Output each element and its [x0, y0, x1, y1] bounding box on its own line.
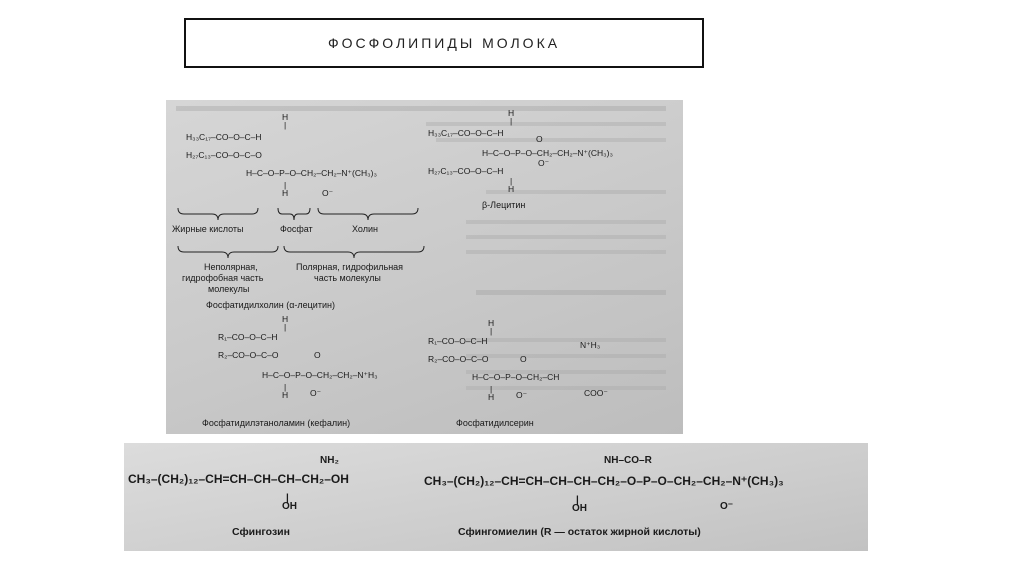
svg-text:O⁻: O⁻: [322, 188, 334, 198]
svg-text:H: H: [282, 188, 289, 198]
svg-text:H₃₃C₁₇–CO–O–C–H: H₃₃C₁₇–CO–O–C–H: [186, 132, 262, 142]
svg-text:OH: OH: [572, 503, 587, 514]
choline-label: Холин: [352, 224, 378, 234]
polar-label-line-2: часть молекулы: [314, 273, 381, 283]
group-labels: [172, 224, 403, 310]
polar-label-line-1: Полярная, гидрофильная: [296, 262, 404, 272]
phospholipids-structures-drawing: [166, 100, 683, 434]
svg-text:|: |: [286, 493, 289, 504]
svg-text:NH₂: NH₂: [320, 455, 339, 466]
svg-text:H₂₇C₁₃–CO–O–C–O: H₂₇C₁₃–CO–O–C–O: [186, 150, 262, 160]
svg-text:H: H: [282, 112, 289, 122]
alpha-lecithin-structure: [186, 112, 377, 198]
svg-text:O⁻: O⁻: [538, 158, 550, 168]
sphingosine-caption: Сфингозин: [232, 526, 290, 538]
svg-text:H–C–O–P–O–CH₂–CH: H–C–O–P–O–CH₂–CH: [472, 372, 560, 382]
svg-text:O⁻: O⁻: [720, 501, 734, 512]
svg-text:CH₃–(CH₂)₁₂–CH=CH–CH–CH–CH₂–OH: CH₃–(CH₂)₁₂–CH=CH–CH–CH–CH₂–OH: [128, 472, 349, 486]
svg-text:NH–CO–R: NH–CO–R: [604, 455, 652, 466]
phosphate-label: Фосфат: [280, 224, 313, 234]
beta-lecithin-caption: β-Лецитин: [482, 200, 526, 210]
svg-text:R₂–CO–O–C–O: R₂–CO–O–C–O: [428, 354, 489, 364]
svg-text:R₁–CO–O–C–H: R₁–CO–O–C–H: [218, 332, 278, 342]
svg-text:O⁻: O⁻: [516, 390, 528, 400]
svg-text:H–C–O–P–O–CH₂–CH₂–N⁺(CH₃)₃: H–C–O–P–O–CH₂–CH₂–N⁺(CH₃)₃: [246, 168, 377, 178]
phosphatidylserine-caption: Фосфатидилсерин: [456, 418, 534, 428]
svg-text:O⁻: O⁻: [310, 388, 322, 398]
sphingomyelin-caption: Сфингомиелин (R — остаток жирной кислоты): [458, 526, 701, 538]
svg-text:H: H: [508, 184, 515, 194]
svg-text:H–C–O–P–O–CH₂–CH₂–N⁺H₃: H–C–O–P–O–CH₂–CH₂–N⁺H₃: [262, 370, 378, 380]
nonpolar-label-line-1: Неполярная,: [204, 262, 258, 272]
nonpolar-label-line-3: молекулы: [208, 284, 250, 294]
svg-text:|: |: [284, 382, 287, 392]
alpha-lecithin-caption: Фосфатидилхолин (α-лецитин): [206, 300, 335, 310]
kephalin-caption: Фосфатидилэтаноламин (кефалин): [202, 418, 351, 428]
svg-text:|: |: [576, 495, 579, 506]
svg-text:|: |: [510, 116, 513, 126]
sphingomyelin-structure: [424, 455, 784, 514]
svg-text:O: O: [536, 134, 543, 144]
svg-text:|: |: [490, 326, 493, 336]
svg-text:|: |: [284, 120, 287, 130]
svg-text:H: H: [508, 108, 515, 118]
svg-text:|: |: [490, 384, 493, 394]
svg-text:N⁺H₃: N⁺H₃: [580, 340, 601, 350]
svg-text:|: |: [510, 176, 513, 186]
svg-text:H₃₃C₁₇–CO–O–C–H: H₃₃C₁₇–CO–O–C–H: [428, 128, 504, 138]
svg-text:CH₃–(CH₂)₁₂–CH=CH–CH–CH–CH₂–O–: CH₃–(CH₂)₁₂–CH=CH–CH–CH–CH₂–O–P–O–CH₂–CH₂–N⁺(CH₃)₃: [424, 474, 784, 488]
svg-text:O: O: [314, 350, 321, 360]
svg-text:OH: OH: [282, 501, 297, 512]
svg-text:O: O: [520, 354, 527, 364]
svg-text:R₂–CO–O–C–O: R₂–CO–O–C–O: [218, 350, 279, 360]
svg-text:H: H: [488, 318, 495, 328]
svg-text:COO⁻: COO⁻: [584, 388, 608, 398]
svg-text:H₂₇C₁₃–CO–O–C–H: H₂₇C₁₃–CO–O–C–H: [428, 166, 504, 176]
kephalin-structure: [218, 314, 378, 400]
svg-text:R₁–CO–O–C–H: R₁–CO–O–C–H: [428, 336, 488, 346]
sphingolipids-structures-figure: [124, 443, 868, 551]
svg-text:H–C–O–P–O–CH₂–CH₂–N⁺(CH₃)₃: H–C–O–P–O–CH₂–CH₂–N⁺(CH₃)₃: [482, 148, 613, 158]
svg-text:H: H: [282, 314, 289, 324]
svg-text:|: |: [284, 180, 287, 190]
slide-title: ФОСФОЛИПИДЫ МОЛОКА: [327, 35, 561, 51]
svg-text:H: H: [282, 390, 289, 400]
slide-title-box: [184, 18, 704, 68]
svg-text:H: H: [488, 392, 495, 402]
sphingosine-structure: [128, 455, 349, 512]
svg-text:|: |: [284, 322, 287, 332]
fatty-acids-label: Жирные кислоты: [172, 224, 244, 234]
phospholipids-structures-figure: [166, 100, 683, 434]
nonpolar-label-line-2: гидрофобная часть: [182, 273, 264, 283]
beta-lecithin-structure: [428, 108, 613, 194]
sphingolipids-structures-drawing: [124, 443, 868, 551]
